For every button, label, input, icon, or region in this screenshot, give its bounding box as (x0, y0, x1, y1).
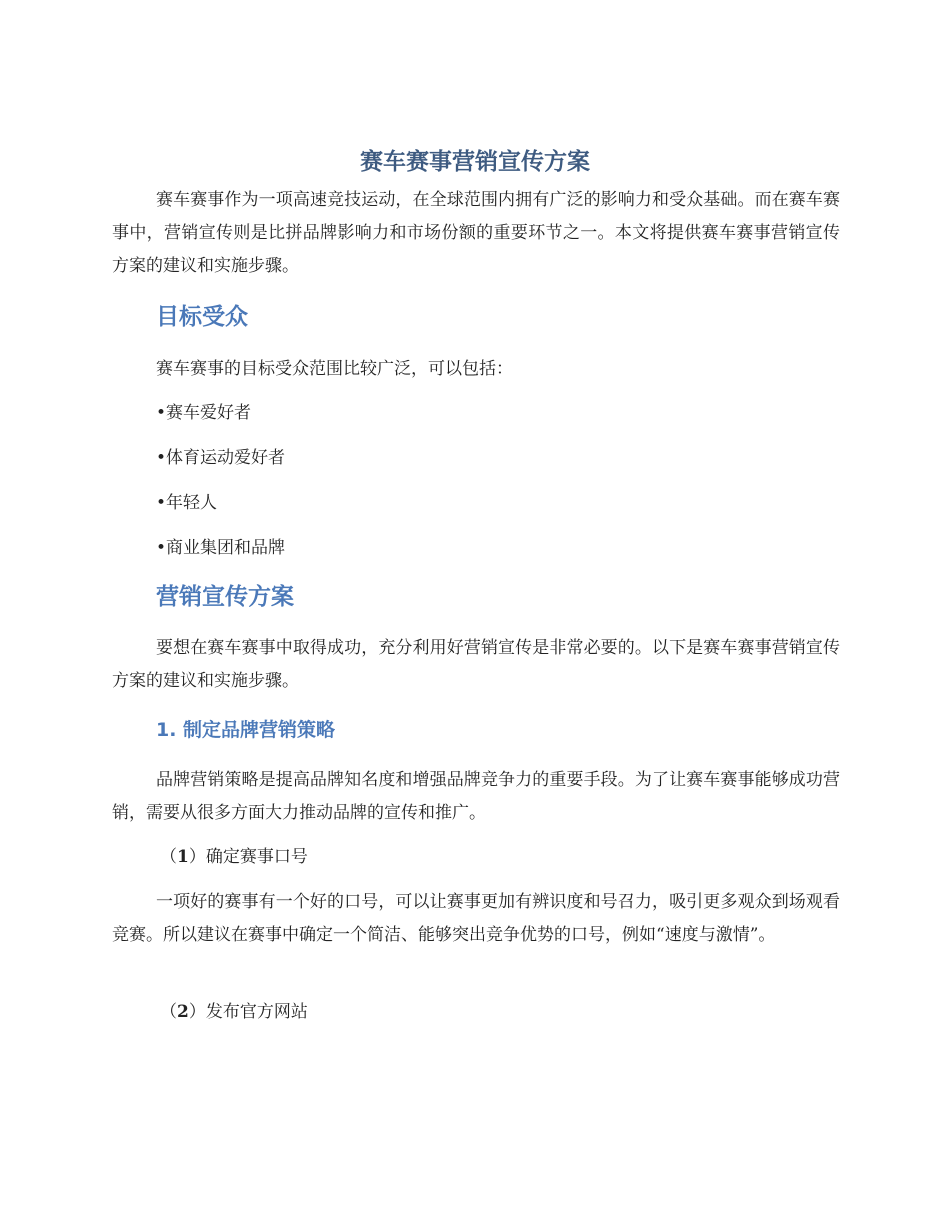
item-number-close: ） (188, 847, 206, 867)
brand-strategy-paragraph: 品牌营销策略是提高品牌知名度和增强品牌竞争力的重要手段。为了让赛车赛事能够成功营销，需要从很多方面大力推动品牌的宣传和推广。 (112, 770, 840, 823)
list-item-text: 赛车爱好者 (166, 403, 251, 423)
list-item (156, 533, 285, 563)
bullet-icon: • (156, 448, 167, 468)
section-heading-target-audience: 目标受众 (156, 304, 248, 330)
list-item-text: 体育运动爱好者 (166, 448, 285, 468)
item-label: 确定赛事口号 (205, 847, 308, 867)
item-number-close: ） (188, 1002, 206, 1022)
item-label: 发布官方网站 (205, 1002, 308, 1022)
item-number: 2 (177, 1002, 189, 1022)
item-number-open: （ (160, 847, 177, 867)
subsection-heading-brand-strategy: 1. 制定品牌营销策略 (156, 719, 336, 741)
numbered-item-slogan (160, 842, 308, 872)
slogan-paragraph: 一项好的赛事有一个好的口号，可以让赛事更加有辨识度和号召力，吸引更多观众到场观看竞赛。所以建议在赛事中确定一个简洁、能够突出竞争优势的口号，例如“速度与激情”。 (112, 892, 840, 945)
item-number: 1 (177, 847, 189, 867)
target-audience-lead: 赛车赛事的目标受众范围比较广泛，可以包括： (156, 359, 513, 379)
marketing-plan-intro: 要想在赛车赛事中取得成功，充分利用好营销宣传是非常必要的。以下是赛车赛事营销宣传方案的建议和实施步骤。 (112, 638, 840, 691)
bullet-icon: • (156, 538, 167, 558)
bullet-icon: • (156, 403, 167, 423)
intro-paragraph: 赛车赛事作为一项高速竞技运动，在全球范围内拥有广泛的影响力和受众基础。而在赛车赛事中，营销宣传则是比拼品牌影响力和市场份额的重要环节之一。本文将提供赛车赛事营销宣传方案的建议和实施步骤。 (112, 190, 840, 276)
document-title: 赛车赛事营销宣传方案 (360, 149, 590, 175)
list-item (156, 488, 217, 518)
list-item-text: 商业集团和品牌 (166, 538, 285, 558)
bullet-icon: • (156, 493, 167, 513)
numbered-item-official-website (160, 997, 308, 1027)
item-number-open: （ (160, 1002, 177, 1022)
section-heading-marketing-plan: 营销宣传方案 (156, 584, 294, 610)
list-item-text: 年轻人 (166, 493, 217, 513)
list-item (156, 398, 251, 428)
list-item (156, 443, 285, 473)
